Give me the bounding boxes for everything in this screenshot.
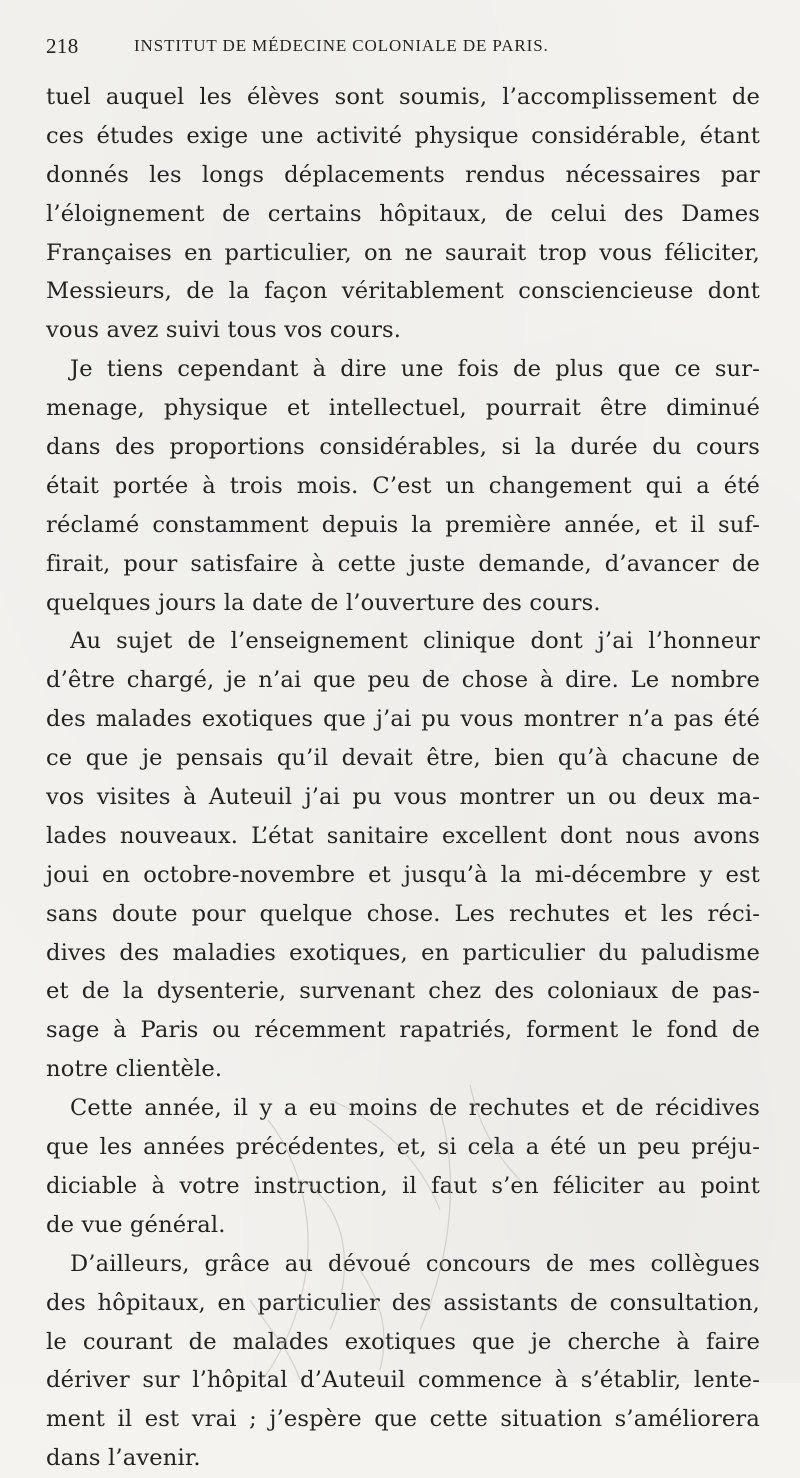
text-line: des hôpitaux, en particulier des assistants de consultation,: [46, 1289, 760, 1316]
paragraph-start: Cette année, il y a eu moins de rechutes et de récidives: [70, 1095, 760, 1122]
text-line: quelques jours la date de l’ouverture des cours.: [46, 589, 601, 616]
paragraph-start: D’ailleurs, grâce au dévoué concours de mes collègues: [70, 1250, 760, 1277]
text-line: dans des proportions considérables, si la durée du cours: [46, 434, 760, 461]
running-title: INSTITUT DE MÉDECINE COLONIALE DE PARIS.: [134, 36, 549, 55]
text-line: des malades exotiques que j’ai pu vous montrer n’a pas été: [46, 706, 760, 733]
text-line: ce que je pensais qu’il devait être, bien qu’à chacune de: [46, 745, 760, 772]
text-line: Messieurs, de la façon véritablement consciencieuse dont: [46, 278, 760, 305]
text-line: et de la dysenterie, survenant chez des coloniaux de pas-: [46, 978, 760, 1005]
text-line: de vue général.: [46, 1211, 226, 1238]
text-line: d’être chargé, je n’ai que peu de chose à dire. Le nombre: [46, 667, 760, 694]
text-line: dans l’avenir.: [46, 1445, 201, 1472]
text-line: dives des maladies exotiques, en particulier du paludisme: [46, 939, 760, 966]
text-line: sage à Paris ou récemment rapatriés, forment le fond de: [46, 1017, 760, 1044]
paragraph-start: Au sujet de l’enseignement clinique dont j’ai l’honneur: [70, 628, 760, 655]
text-line: diciable à votre instruction, il faut s’en féliciter au point: [46, 1172, 760, 1199]
paragraph-start: Je tiens cependant à dire une fois de plus que ce sur-: [70, 356, 760, 383]
text-line: donnés les longs déplacements rendus nécessaires par: [46, 161, 760, 188]
running-head: [46, 34, 756, 60]
text-line: ment il est vrai ; j’espère que cette situation s’améliorera: [46, 1406, 760, 1433]
body-text: [46, 78, 760, 1478]
text-line: l’éloignement de certains hôpitaux, de celui des Dames: [46, 200, 760, 227]
text-line: que les années précédentes, et, si cela a été un peu préju-: [46, 1134, 760, 1161]
text-line: tuel auquel les élèves sont soumis, l’accomplissement de: [46, 84, 760, 110]
page-number: 218: [46, 34, 79, 58]
text-line: menage, physique et intellectuel, pourrait être diminué: [46, 395, 760, 422]
text-line: vous avez suivi tous vos cours.: [46, 317, 402, 344]
text-line: le courant de malades exotiques que je cherche à faire: [46, 1328, 760, 1355]
text-line: vos visites à Auteuil j’ai pu vous montrer un ou deux ma-: [46, 784, 760, 811]
text-line: était portée à trois mois. C’est un changement qui a été: [46, 472, 760, 499]
text-line: ces études exige une activité physique considérable, étant: [46, 122, 760, 149]
text-line: réclamé constamment depuis la première année, et il suf-: [46, 511, 760, 538]
text-line: lades nouveaux. L’état sanitaire excellent dont nous avons: [46, 822, 760, 849]
text-line: notre clientèle.: [46, 1056, 223, 1083]
text-line: sans doute pour quelque chose. Les rechutes et les réci-: [46, 900, 760, 927]
text-line: dériver sur l’hôpital d’Auteuil commence à s’établir, lente-: [46, 1367, 760, 1394]
text-line: Françaises en particulier, on ne saurait trop vous féliciter,: [46, 239, 760, 266]
text-line: joui en octobre-novembre et jusqu’à la mi-décembre y est: [46, 861, 760, 888]
text-line: firait, pour satisfaire à cette juste demande, d’avancer de: [46, 550, 760, 577]
